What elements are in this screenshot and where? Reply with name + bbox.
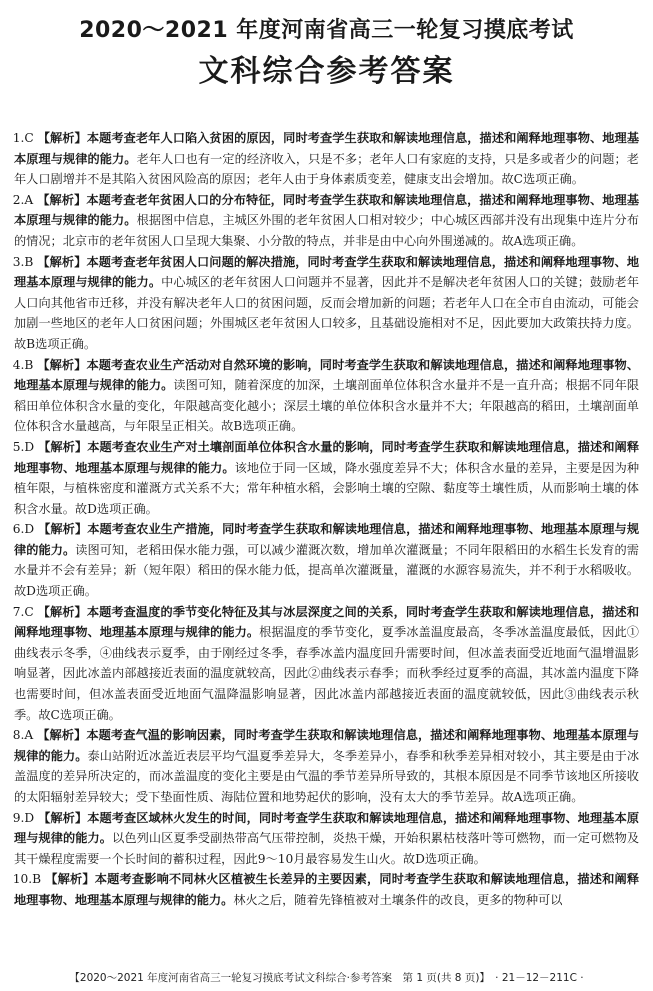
answer-choice: D xyxy=(24,522,35,537)
page-footer: 【2020～2021 年度河南省高三一轮复习摸底考试文科综合·参考答案 第 1 页(共 8 页)】 · 21－12－211C · xyxy=(69,972,584,984)
answer-list xyxy=(14,128,639,911)
answer-item xyxy=(14,808,639,870)
answer-item xyxy=(14,519,639,601)
answer-choice: B xyxy=(24,254,34,269)
analysis-summary: 本题考查老年人口陷入贫困的原因，同时考查学生获取和解读地理信息，描述和阐释地理事物、地理基本原理与规律的能力。 xyxy=(14,131,640,166)
analysis-tag: 【解析】 xyxy=(37,131,87,145)
answer-item xyxy=(14,355,639,437)
analysis-summary: 本题考查农业生产措施，同时考查学生获取和解读地理信息，描述和阐释地理事物、地理基本原理与规律的能力。 xyxy=(14,522,640,557)
answer-choice: D xyxy=(24,439,35,454)
analysis-text: 中心城区的老年贫困人口问题并不显著，因此并不是解决老年贫困人口的关键；鼓励老年人口向其他省市迁移，并没有解决老年人口的贫困问题，反而会增加新的问题；若老年人口在全市自由流动，可能会加剧一些地区的老年人口贫困问题；外围城区老年贫困人口较多，且基础设施相对不足，因此要加大政策扶持力度。故B选项正确。 xyxy=(14,275,640,351)
analysis-summary: 本题考查区域林火发生的时间，同时考查学生获取和解读地理信息，描述和阐释地理事物、地理基本原理与规律的能力。 xyxy=(14,810,640,846)
answer-item xyxy=(14,128,639,190)
analysis-tag: 【解析】 xyxy=(37,254,87,269)
analysis-tag: 【解析】 xyxy=(37,192,87,207)
analysis-text: 根据温度的季节变化，夏季冰盖温度最高，冬季冰盖温度最低，因此①曲线表示冬季，④曲线表示夏季，由于刚经过冬季，春季冰盖内温度回升需要时间，但冰盖表面受近地面气温增温影响显著，因此冰盖内部越接近表面的温度就较高，因此②曲线表示春季；而秋季经过夏季的高温，其冰盖内温度下降也需要时间，但冰盖表面受近地面气温降温影响显著，因此冰盖内部越接近表面的温度就较低，因此③曲线表示秋季。故C选项正确。 xyxy=(14,625,639,722)
analysis-text: 泰山站附近冰盖近表层平均气温夏季差异大，冬季差异小，春季和秋季差异相对较小，其主要是由于冰盖温度的差异所决定的，而冰盖温度的变化主要是由气温的季节差异所导致的，其根本原因是不同季节该地区所接收的太阳辐射差异较大；受下垫面性质、海陆位置和地势起伏的影响，没有太大的季节差异。故A选项正确。 xyxy=(14,748,640,804)
answer-choice: D xyxy=(24,810,35,825)
analysis-tag: 【解析】 xyxy=(37,728,87,743)
question-number: 1. xyxy=(12,131,25,145)
question-number: 10. xyxy=(12,872,33,887)
analysis-summary: 本题考查老年贫困人口问题的解决措施，同时考查学生获取和解读地理信息，描述和阐释地理事物、地理基本原理与规律的能力。 xyxy=(14,254,640,290)
analysis-tag: 【解析】 xyxy=(37,604,87,619)
answer-key-title: 文科综合参考答案 xyxy=(198,54,455,89)
exam-title: 2020～2021 年度河南省高三一轮复习摸底考试 xyxy=(79,18,574,43)
answer-item xyxy=(14,869,639,910)
analysis-text: 该地位于同一区域，降水强度差异不大；体积含水量的差异，主要是因为种植年限，与植株密度和灌溉方式关系不大；常年种植水稻，会影响土壤的空隙、黏度等土壤性质，从而影响土壤的体积含水量。故D选项正确。 xyxy=(14,460,640,516)
analysis-tag: 【解析】 xyxy=(37,357,87,372)
analysis-summary: 本题考查农业生产对土壤剖面单位体积含水量的影响，同时考查学生获取和解读地理信息，描述和阐释地理事物、地理基本原理与规律的能力。 xyxy=(14,439,640,475)
answer-choice: B xyxy=(32,872,42,887)
question-number: 4. xyxy=(12,357,25,372)
question-number: 3. xyxy=(12,254,25,269)
analysis-summary: 本题考查气温的影响因素，同时考查学生获取和解读地理信息，描述和阐释地理事物、地理基本原理与规律的能力。 xyxy=(14,728,640,763)
answer-choice: B xyxy=(24,357,34,372)
analysis-summary: 本题考查老年贫困人口的分布特征，同时考查学生获取和解读地理信息，描述和阐释地理事物、地理基本原理与规律的能力。 xyxy=(14,192,640,228)
analysis-text: 老年人口也有一定的经济收入，只是不多；老年人口有家庭的支持，只是多或者少的问题；老年人口剧增并不是其陷入贫困风险高的原因；老年人由于身体素质变差，健康支出会增加。故C选项正确。 xyxy=(14,151,639,187)
answer-choice: A xyxy=(24,192,34,207)
question-number: 2. xyxy=(12,192,25,207)
question-number: 7. xyxy=(12,604,25,619)
answer-item xyxy=(14,190,639,252)
analysis-tag: 【解析】 xyxy=(38,522,88,537)
answer-choice: A xyxy=(24,728,34,743)
analysis-summary: 本题考查农业生产活动对自然环境的影响，同时考查学生获取和解读地理信息，描述和阐释地理事物、地理基本原理与规律的能力。 xyxy=(14,357,640,393)
question-number: 8. xyxy=(12,728,25,743)
analysis-text: 根据图中信息，主城区外围的老年贫困人口相对较少；中心城区西部并没有出现集中连片分布的情况；北京市的老年贫困人口呈现大集聚、小分散的特点，并非是由中心向外围递减的。故A选项正确。 xyxy=(14,213,639,248)
analysis-tag: 【解析】 xyxy=(45,872,95,887)
question-number: 5. xyxy=(12,439,25,454)
analysis-text: 林火之后，随着先锋植被对土壤条件的改良，更多的物种可以 xyxy=(233,892,563,907)
question-number: 9. xyxy=(12,810,25,825)
answer-item xyxy=(14,602,639,726)
analysis-summary: 本题考查影响不同林火区植被生长差异的主要因素，同时考查学生获取和解读地理信息，描述和阐释地理事物、地理基本原理与规律的能力。 xyxy=(14,872,640,907)
analysis-summary: 本题考查温度的季节变化特征及其与冰层深度之间的关系，同时考查学生获取和解读地理信息，描述和阐释地理事物、地理基本原理与规律的能力。 xyxy=(14,604,640,640)
analysis-text: 读图可知，随着深度的加深，土壤剖面单位体积含水量并不是一直升高；根据不同年限稻田单位体积含水量的变化，年限越高变化越小；深层土壤的单位体积含水量并不大；年限越高的稻田，土壤剖面单位体积含水量越高，与年限呈正相关。故B选项正确。 xyxy=(14,378,640,434)
analysis-text: 读图可知，老稻田保水能力强，可以减少灌溉次数，增加单次灌溉量；不同年限稻田的水稻生长发育的需水量并不会有差异；新（短年限）稻田的保水能力低，提高单次灌溉量，灌溉的水源容易流失，并不利于水稻吸收。故D选项正确。 xyxy=(14,542,639,599)
document-header xyxy=(0,0,653,92)
question-number: 6. xyxy=(12,522,25,537)
answer-choice: C xyxy=(24,604,34,619)
analysis-tag: 【解析】 xyxy=(38,810,88,825)
answer-choice: C xyxy=(24,131,34,145)
answer-item xyxy=(14,725,639,807)
analysis-text: 以色列山区夏季受副热带高气压带控制，炎热干燥，开始积累枯枝落叶等可燃物，而一定可燃物及其干燥程度需要一个长时间的蓄积过程，因此9～10月最容易发生山火。故D选项正确。 xyxy=(14,831,640,866)
answer-item xyxy=(14,437,639,519)
answer-item xyxy=(14,252,639,355)
analysis-tag: 【解析】 xyxy=(38,439,88,454)
